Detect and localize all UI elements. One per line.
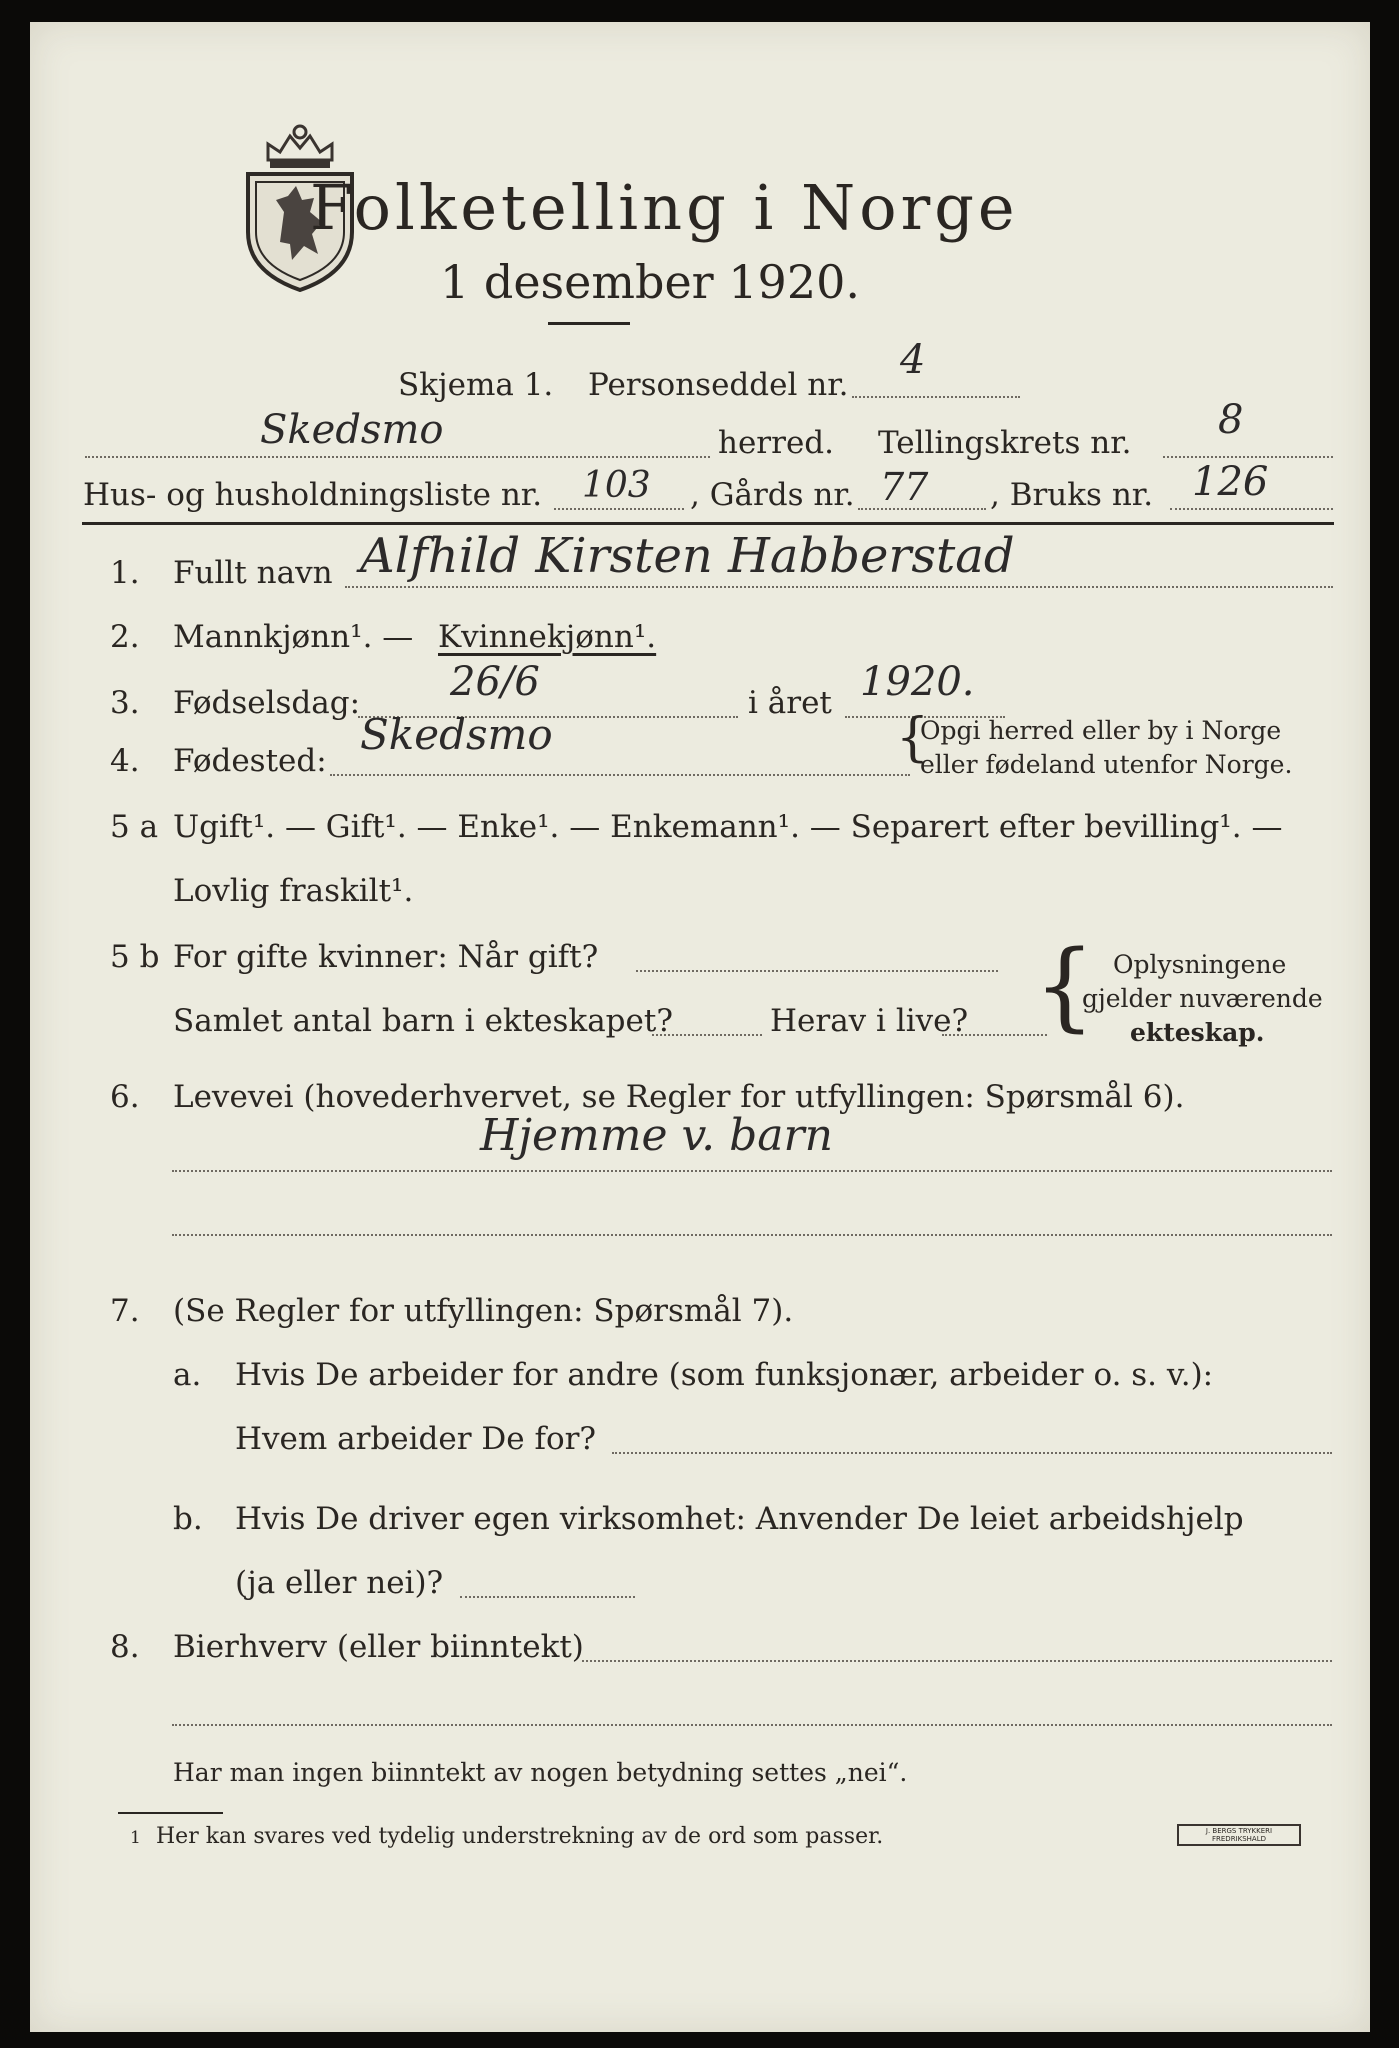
bruks-value[interactable]: 126 — [1192, 459, 1269, 505]
form-date: 1 desember 1920. — [440, 255, 860, 309]
skjema-label: Skjema 1. — [398, 367, 554, 403]
q2-male-option[interactable]: Mannkjønn¹. — — [173, 619, 414, 655]
form-title: Folketelling i Norge — [310, 171, 1019, 244]
q5b-number: 5 b — [110, 939, 160, 975]
gards-value[interactable]: 77 — [880, 465, 929, 509]
q7-label: (Se Regler for utfyllingen: Spørsmål 7). — [173, 1293, 794, 1329]
personseddel-label: Personseddel nr. — [588, 367, 849, 403]
q5b-note-line3: ekteskap. — [1130, 1018, 1265, 1047]
q2-number: 2. — [110, 619, 140, 655]
tellingskrets-label: Tellingskrets nr. — [878, 425, 1132, 461]
q5b-children-label: Samlet antal barn i ekteskapet? — [173, 1003, 673, 1039]
q1-full-name-value[interactable]: Alfhild Kirsten Habberstad — [360, 528, 1015, 584]
q5b-note-line2: gjelder nuværende — [1082, 984, 1323, 1013]
q3-number: 3. — [110, 685, 140, 721]
q6-number: 6. — [110, 1079, 140, 1115]
q7b-line1: Hvis De driver egen virksomhet: Anvender De leiet arbeidshjelp — [235, 1501, 1244, 1537]
footer-note: Har man ingen biinntekt av nogen betydning settes „nei“. — [173, 1758, 908, 1787]
q7b-line2: (ja eller nei)? — [235, 1565, 444, 1601]
q3-birthday-value[interactable]: 26/6 — [450, 659, 540, 705]
q4-note-line1: Opgi herred eller by i Norge — [920, 716, 1282, 745]
q5a-options[interactable]: Ugift¹. — Gift¹. — Enke¹. — Enkemann¹. — Separert efter bevilling¹. — — [173, 809, 1283, 845]
q7b-number: b. — [173, 1501, 203, 1537]
q3-year-label: i året — [748, 685, 832, 721]
footnote-text: Her kan svares ved tydelig understrekning av de ord som passer. — [156, 1824, 884, 1849]
q7a-answer-field[interactable] — [612, 1452, 1332, 1454]
q7a-number: a. — [173, 1357, 202, 1393]
title-divider — [548, 322, 630, 325]
q4-birthplace-value[interactable]: Skedsmo — [360, 710, 553, 759]
q6-label: Levevei (hovederhvervet, se Regler for utfyllingen: Spørsmål 6). — [173, 1079, 1185, 1115]
q5b-note-brace: { — [1034, 930, 1096, 1042]
herred-label: herred. — [718, 425, 834, 461]
footnote-number: 1 — [130, 1828, 141, 1848]
printer-stamp-text: J. BERGS TRYKKERI FREDRIKSHALD — [1205, 1827, 1273, 1843]
q7a-line2: Hvem arbeider De for? — [235, 1421, 597, 1457]
q5b-note-line1: Oplysningene — [1113, 950, 1287, 979]
q5b-alive-label: Herav i live? — [770, 1003, 969, 1039]
q5a-options-cont[interactable]: Lovlig fraskilt¹. — [173, 873, 414, 909]
census-form-page — [30, 22, 1370, 2032]
q5a-number: 5 a — [110, 809, 159, 845]
q8-label: Bierhverv (eller biinntekt) — [173, 1629, 584, 1665]
header-rule — [82, 522, 1334, 525]
q4-number: 4. — [110, 743, 140, 779]
footer-rule — [118, 1812, 223, 1814]
q7b-answer-field[interactable] — [460, 1596, 635, 1598]
tellingskrets-value[interactable]: 8 — [1218, 397, 1244, 443]
q1-label: Fullt navn — [173, 555, 333, 591]
printer-stamp — [1177, 1824, 1301, 1846]
gards-label: , Gårds nr. — [690, 477, 855, 513]
q4-note-line2: eller fødeland utenfor Norge. — [920, 750, 1293, 779]
q4-label: Fødested: — [173, 743, 327, 779]
q5b-married-label: For gifte kvinner: Når gift? — [173, 939, 599, 975]
bruks-label: , Bruks nr. — [990, 477, 1154, 513]
q3-year-value[interactable]: 1920. — [860, 659, 975, 705]
husliste-label: Hus- og husholdningsliste nr. — [83, 477, 543, 513]
herred-value[interactable]: Skedsmo — [260, 407, 444, 453]
q2-female-option[interactable]: Kvinnekjønn¹. — [438, 619, 657, 655]
q3-label: Fødselsdag: — [173, 685, 361, 721]
q8-answer-field[interactable] — [582, 1660, 1332, 1662]
q4-note-brace: { — [896, 708, 930, 768]
q1-number: 1. — [110, 555, 140, 591]
husliste-value[interactable]: 103 — [582, 465, 651, 506]
q7-number: 7. — [110, 1293, 140, 1329]
q6-occupation-value[interactable]: Hjemme v. barn — [480, 1110, 833, 1161]
q7a-line1: Hvis De arbeider for andre (som funksjonær, arbeider o. s. v.): — [235, 1357, 1214, 1393]
personseddel-value[interactable]: 4 — [900, 337, 926, 383]
q8-number: 8. — [110, 1629, 140, 1665]
